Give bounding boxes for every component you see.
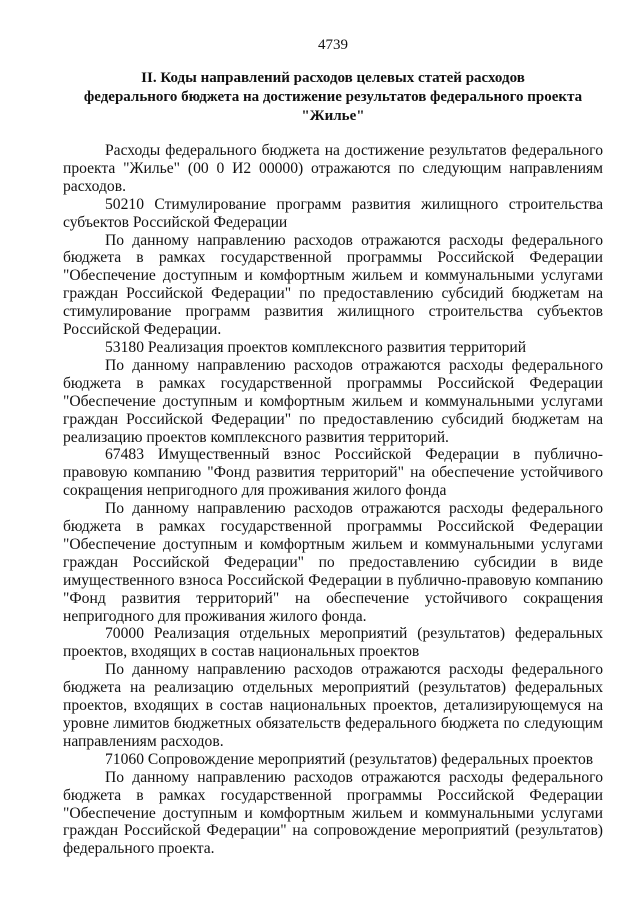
code-67483-title: 67483 Имущественный взнос Российской Федерации в публично-правовую компанию "Фонд развития территорий" на обеспечение устойчивого сокращения непригодного для проживания жилого фонда [63,446,603,500]
code-50210-title: 50210 Стимулирование программ развития жилищного строительства субъектов Российской Федерации [63,195,603,231]
code-53180-description: По данному направлению расходов отражаются расходы федерального бюджета в рамках государственной программы Российской Федерации "Обеспечение доступным и комфортным жильем и коммунальными услугами граждан Российской Федерации" по предоставлению субсидий бюджетам на реализацию проектов комплексного развития территорий. [63,356,603,446]
intro-paragraph: Расходы федерального бюджета на достижение результатов федерального проекта "Жилье" (00 0 И2 00000) отражаются по следующим направлениям расходов. [63,142,603,195]
code-53180-title: 53180 Реализация проектов комплексного развития территорий [105,338,527,356]
code-50210-description: По данному направлению расходов отражаются расходы федерального бюджета в рамках государственной программы Российской Федерации "Обеспечение доступным и комфортным жильем и коммунальными услугами граждан Российской Федерации" по предоставлению субсидий бюджетам на стимулирование программ развития жилищного строительства субъектов Российской Федерации. [63,231,603,339]
code-70000-title: 70000 Реализация отдельных мероприятий (результатов) федеральных проектов, входящих в состав национальных проектов [63,625,603,661]
code-67483-description: По данному направлению расходов отражаются расходы федерального бюджета в рамках государственной программы Российской Федерации "Обеспечение доступным и комфортным жильем и коммунальными услугами граждан Российской Федерации" по предоставлению субсидии в виде имущественного взноса Российской Федерации в публично-правовую компанию "Фонд развития территорий" на обеспечение устойчивого сокращения непригодного для проживания жилого фонда. [63,500,603,625]
document-body [63,142,603,858]
section-heading-line-1: II. Коды направлений расходов целевых статей расходов [141,70,525,86]
section-heading [63,69,603,126]
code-71060-description: По данному направлению расходов отражаются расходы федерального бюджета в рамках государственной программы Российской Федерации "Обеспечение доступным и комфортным жильем и коммунальными услугами граждан Российской Федерации" на сопровождение мероприятий (результатов) федерального проекта. [63,768,603,858]
section-heading-line-2: федерального бюджета на достижение результатов федерального проекта [83,89,583,105]
code-70000-description: По данному направлению расходов отражаются расходы федерального бюджета на реализацию отдельных мероприятий (результатов) федеральных проектов, входящих в состав национальных проектов, детализирующемуся на уровне лимитов бюджетных обязательств федерального бюджета по следующим направлениям расходов. [63,661,603,750]
section-heading-line-3: "Жилье" [301,108,365,124]
page-number: 4739 [318,37,348,53]
code-71060-title: 71060 Сопровождение мероприятий (результатов) федеральных проектов [105,750,594,768]
